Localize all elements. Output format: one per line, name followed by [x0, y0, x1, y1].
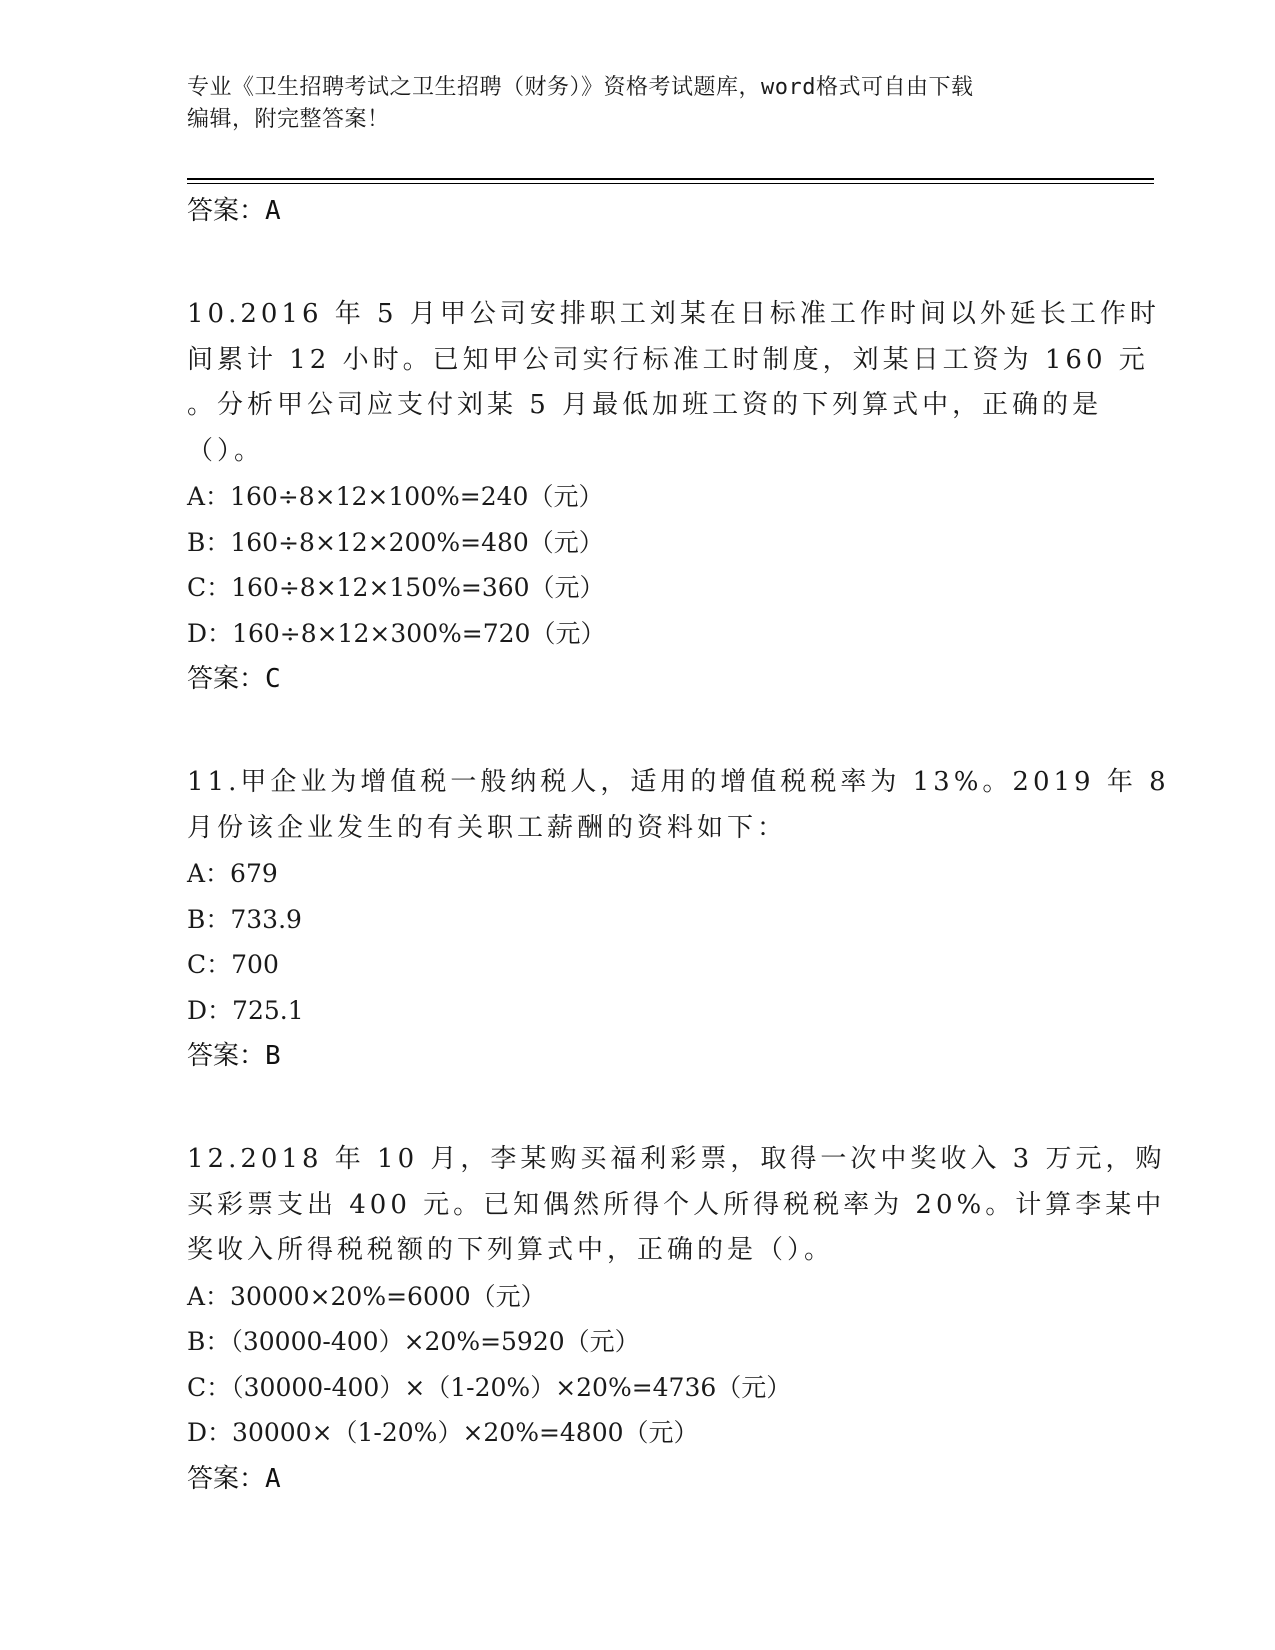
header-line-1: 专业《卫生招聘考试之卫生招聘（财务）》资格考试题库，word格式可自由下载 [187, 75, 974, 100]
question-text [187, 1137, 1166, 1274]
option-d: D：30000×（1-20%）×20%=4800（元） [187, 1418, 699, 1447]
option-c: C：（30000-400）×（1-20%）×20%=4736（元） [187, 1372, 792, 1402]
option-d: D：160÷8×12×300%=720（元） [187, 618, 606, 648]
question-text [187, 292, 1160, 474]
question-line: 买彩票支出 400 元。已知偶然所得个人所得税税率为 20%。计算李某中 [187, 1189, 1166, 1220]
header-line-2: 编辑，附完整答案！ [187, 107, 390, 132]
question-line: 月份该企业发生的有关职工薪酬的资料如下： [187, 812, 788, 843]
option-a: A：679 [187, 859, 278, 888]
option-b: B：160÷8×12×200%=480（元） [187, 527, 604, 557]
question-12 [187, 1137, 1166, 1502]
question-text [187, 760, 1170, 851]
question-line: 12.2018 年 10 月，李某购买福利彩票，取得一次中奖收入 3 万元，购 [187, 1144, 1166, 1174]
question-line: 。分析甲公司应支付刘某 5 月最低加班工资的下列算式中，正确的是 [187, 390, 1103, 420]
document-header [187, 72, 1087, 136]
question-line: 10.2016 年 5 月甲公司安排职工刘某在日标准工作时间以外延长工作时 [187, 299, 1160, 329]
option-a: A：160÷8×12×100%=240（元） [187, 482, 604, 511]
answer: 答案：B [187, 1041, 281, 1071]
option-b: B：（30000-400）×20%=5920（元） [187, 1327, 640, 1356]
header-divider-thin [187, 183, 1154, 184]
previous-answer: 答案：A [187, 196, 281, 226]
option-d: D：725.1 [187, 995, 304, 1025]
option-c: C：700 [187, 950, 279, 979]
question-11 [187, 760, 1170, 1079]
question-10 [187, 292, 1160, 702]
question-line: 11.甲企业为增值税一般纳税人，适用的增值税税率为 13%。2019 年 8 [187, 767, 1170, 797]
question-line: 奖收入所得税税额的下列算式中，正确的是（）。 [187, 1235, 835, 1265]
question-line: （）。 [187, 435, 265, 466]
answer: 答案：C [187, 664, 281, 694]
document-body [187, 188, 1170, 1502]
header-divider-thick [187, 178, 1154, 180]
option-b: B：733.9 [187, 904, 302, 934]
answer: 答案：A [187, 1463, 281, 1494]
question-line: 间累计 12 小时。已知甲公司实行标准工时制度，刘某日工资为 160 元 [187, 344, 1149, 375]
option-c: C：160÷8×12×150%=360（元） [187, 573, 605, 602]
option-a: A：30000×20%=6000（元） [187, 1281, 546, 1311]
